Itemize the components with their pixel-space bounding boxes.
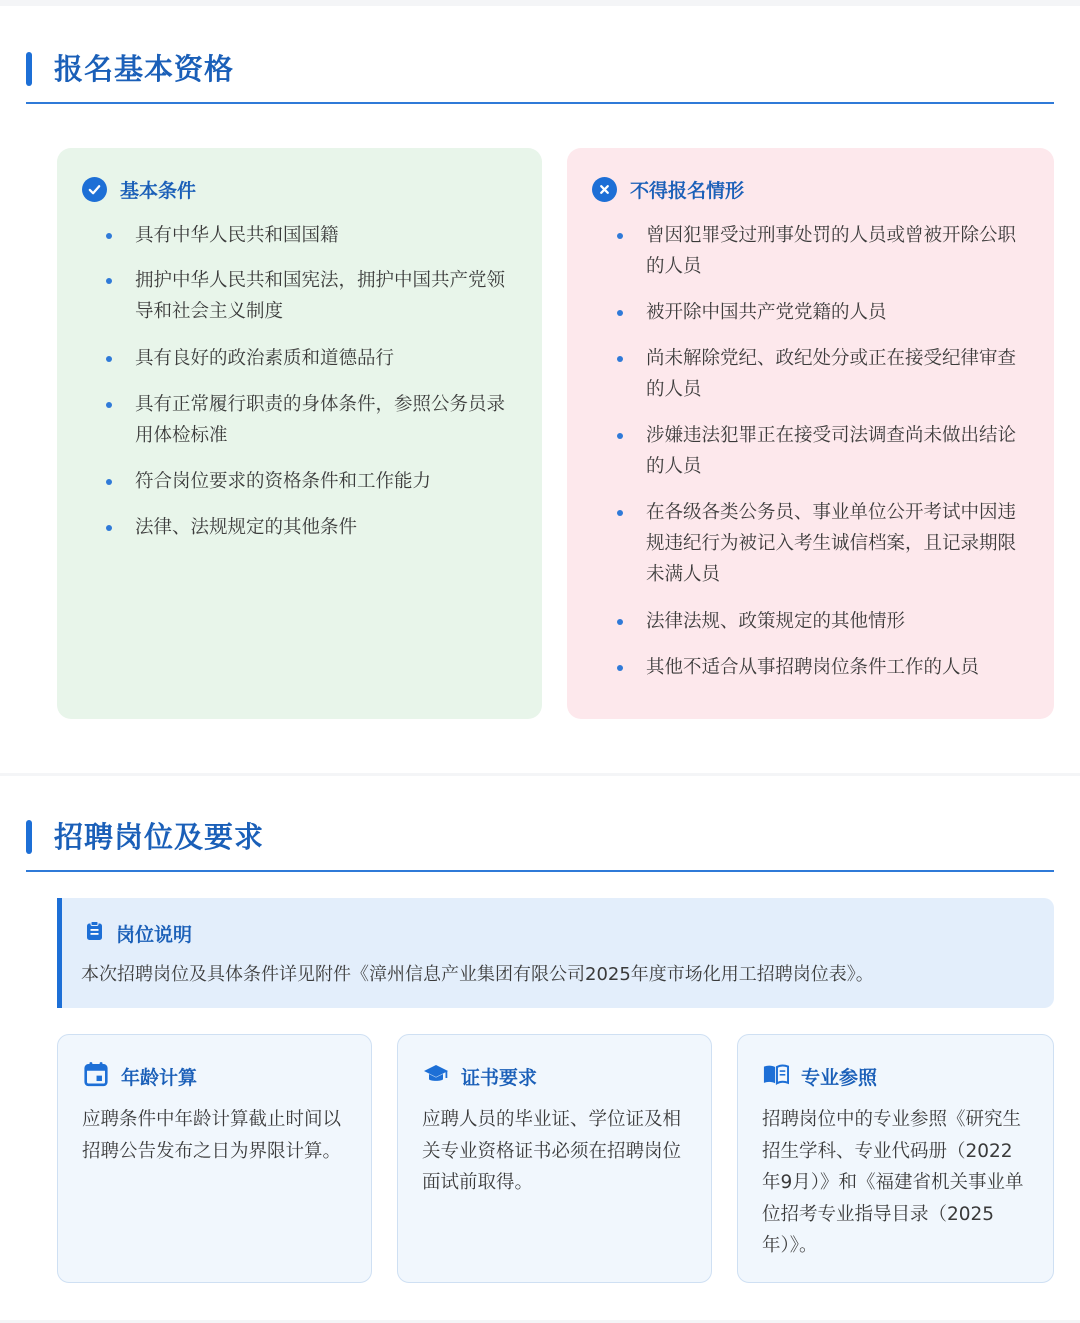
section-accent-bar	[26, 820, 32, 854]
note-text: 本次招聘岗位及具体条件详见附件《漳州信息产业集团有限公司2025年度市场化用工招聘岗位表》。	[81, 964, 874, 985]
card-header	[82, 175, 196, 203]
card-title: 专业参照	[801, 1066, 878, 1089]
section-title: 招聘岗位及要求	[54, 820, 265, 854]
list-item: 被开除中国共产党党籍的人员	[646, 297, 1026, 328]
card-title: 不得报名情形	[630, 179, 745, 202]
card-text: 招聘岗位中的专业参照《研究生招生学科、专业代码册（2022年9月）》和《福建省机关事业单位招考专业指导目录（2025年）》。	[762, 1109, 1024, 1256]
list-item: 具有正常履行职责的身体条件，参照公务员录用体检标准	[135, 389, 522, 451]
positions-section	[0, 776, 1080, 1320]
card-title: 基本条件	[120, 179, 197, 202]
position-note	[57, 898, 1054, 1008]
card-header	[592, 175, 744, 203]
list-item: 具有中华人民共和国国籍	[135, 220, 522, 251]
section-header	[26, 48, 1054, 104]
x-circle-icon	[592, 177, 617, 202]
list-item: 其他不适合从事招聘岗位条件工作的人员	[646, 652, 1026, 683]
book-icon	[763, 1061, 789, 1091]
eligibility-section	[0, 6, 1080, 773]
list-item: 拥护中华人民共和国宪法，拥护中国共产党领导和社会主义制度	[135, 265, 522, 327]
list-item: 在各级各类公务员、事业单位公开考试中因违规违纪行为被记入考生诚信档案，且记录期限未满人员	[646, 497, 1026, 590]
card-text: 应聘人员的毕业证、学位证及相关专业资格证书必须在招聘岗位面试前取得。	[422, 1109, 682, 1193]
clipboard-icon	[85, 921, 104, 945]
list-item: 法律、法规规定的其他条件	[135, 512, 522, 543]
card-text: 应聘条件中年龄计算截止时间以招聘公告发布之日为界限计算。	[82, 1109, 342, 1162]
age-calculation-card	[57, 1034, 372, 1283]
list-item: 具有良好的政治素质和道德品行	[135, 343, 522, 374]
card-header	[83, 1061, 197, 1091]
section-header	[26, 816, 1054, 872]
note-title: 岗位说明	[116, 923, 193, 946]
calendar-icon	[83, 1061, 109, 1091]
list-item: 尚未解除党纪、政纪处分或正在接受纪律审查的人员	[646, 343, 1026, 405]
list-item: 曾因犯罪受过刑事处罚的人员或曾被开除公职的人员	[646, 220, 1026, 282]
card-title: 证书要求	[461, 1066, 538, 1089]
list-item: 符合岗位要求的资格条件和工作能力	[135, 466, 522, 497]
check-circle-icon	[82, 177, 107, 202]
section-accent-bar	[26, 52, 32, 86]
card-header	[763, 1061, 877, 1091]
note-header	[85, 920, 192, 946]
section-title: 报名基本资格	[54, 52, 235, 86]
list-item: 法律法规、政策规定的其他情形	[646, 606, 1026, 637]
card-title: 年龄计算	[121, 1066, 198, 1089]
card-header	[423, 1061, 537, 1091]
certificate-requirement-card	[397, 1034, 712, 1283]
graduation-cap-icon	[423, 1061, 449, 1091]
basic-conditions-card	[57, 148, 542, 719]
excluded-situations-card	[567, 148, 1054, 719]
major-reference-card	[737, 1034, 1054, 1283]
list-item: 涉嫌违法犯罪正在接受司法调查尚未做出结论的人员	[646, 420, 1026, 482]
